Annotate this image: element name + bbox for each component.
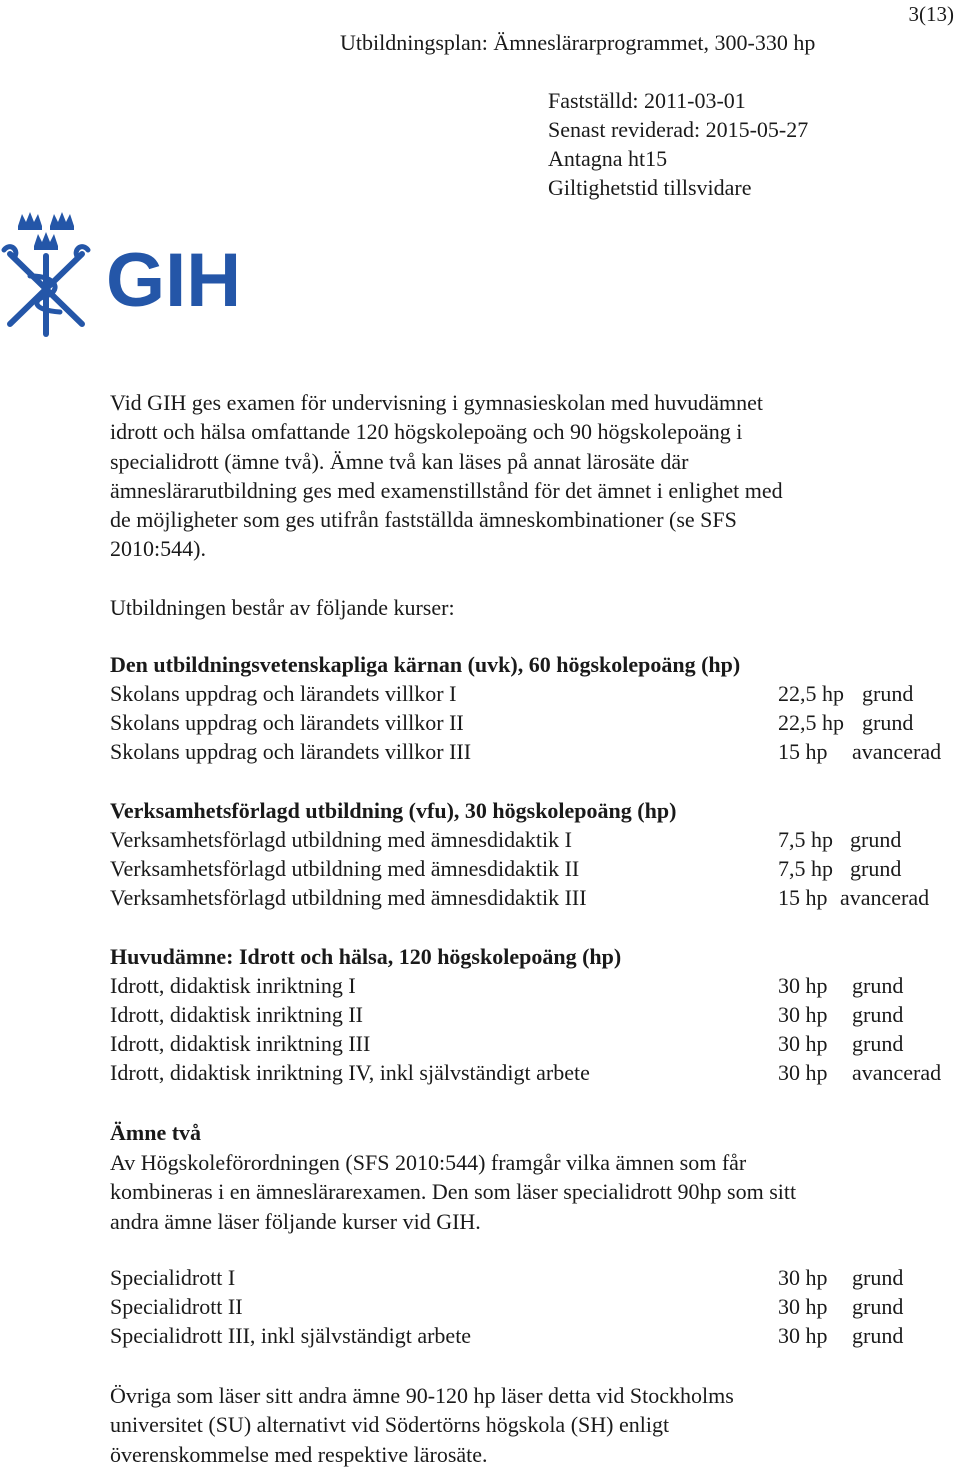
course-name: Idrott, didaktisk inriktning I — [110, 973, 356, 998]
gih-logo — [0, 206, 250, 338]
meta-revised: Senast reviderad: 2015-05-27 — [548, 117, 809, 142]
courses-intro: Utbildningen består av följande kurser: — [110, 595, 455, 620]
course-name: Idrott, didaktisk inriktning III — [110, 1031, 371, 1056]
amne-tva-line: andra ämne läser följande kurser vid GIH. — [110, 1208, 481, 1234]
course-name: Skolans uppdrag och lärandets villkor III — [110, 739, 472, 764]
course-credits: 30 hp — [778, 1060, 828, 1085]
course-level: grund — [862, 710, 914, 735]
course-credits: 15 hp — [778, 885, 828, 910]
intro-line: 2010:544). — [110, 536, 206, 562]
course-name: Specialidrott II — [110, 1294, 243, 1319]
course-credits: 30 hp — [778, 1294, 828, 1319]
page-number: 3(13) — [908, 2, 954, 26]
course-level: avancerad — [840, 885, 930, 910]
section-heading-vfu: Verksamhetsförlagd utbildning (vfu), 30 högskolepoäng (hp) — [110, 798, 677, 823]
course-level: grund — [850, 856, 902, 881]
document-title: Utbildningsplan: Ämneslärarprogrammet, 300-330 hp — [340, 30, 816, 55]
section-heading-uvk: Den utbildningsvetenskapliga kärnan (uvk), 60 högskolepoäng (hp) — [110, 652, 741, 677]
course-name: Skolans uppdrag och lärandets villkor I — [110, 681, 457, 706]
meta-validity: Giltighetstid tillsvidare — [548, 175, 752, 200]
section-heading-amne-tva: Ämne två — [110, 1120, 202, 1145]
course-credits: 30 hp — [778, 1265, 828, 1290]
course-credits: 30 hp — [778, 1031, 828, 1056]
meta-established: Fastställd: 2011-03-01 — [548, 88, 746, 113]
course-level: grund — [852, 1031, 904, 1056]
course-name: Idrott, didaktisk inriktning II — [110, 1002, 363, 1027]
intro-line: ämneslärarutbildning ges med examenstillstånd för det ämnet i enlighet med — [110, 477, 783, 503]
course-credits: 30 hp — [778, 1323, 828, 1348]
course-level: grund — [862, 681, 914, 706]
course-name: Skolans uppdrag och lärandets villkor II — [110, 710, 464, 735]
course-level: grund — [852, 973, 904, 998]
intro-line: de möjligheter som ges utifrån fastställda ämneskombinationer (se SFS — [110, 507, 737, 533]
course-name: Specialidrott III, inkl självständigt arbete — [110, 1323, 472, 1348]
course-name: Verksamhetsförlagd utbildning med ämnesdidaktik I — [110, 827, 572, 852]
closing-line: universitet (SU) alternativt vid Södertörns högskola (SH) enligt — [110, 1412, 670, 1438]
meta-admitted: Antagna ht15 — [548, 146, 668, 171]
course-credits: 7,5 hp — [778, 856, 833, 881]
course-name: Specialidrott I — [110, 1265, 236, 1290]
course-level: grund — [852, 1323, 904, 1348]
course-name: Verksamhetsförlagd utbildning med ämnesdidaktik III — [110, 885, 587, 910]
section-heading-huvudamne: Huvudämne: Idrott och hälsa, 120 högskolepoäng (hp) — [110, 944, 622, 969]
closing-line: Övriga som läser sitt andra ämne 90-120 hp läser detta vid Stockholms — [110, 1383, 734, 1408]
course-level: grund — [852, 1294, 904, 1319]
amne-tva-paragraph — [110, 1148, 796, 1236]
amne-tva-line: Av Högskoleförordningen (SFS 2010:544) framgår vilka ämnen som får — [110, 1150, 747, 1175]
logo-wordmark: GIH — [106, 238, 242, 323]
amne-tva-line: kombineras i en ämneslärarexamen. Den som läser specialidrott 90hp som sitt — [110, 1179, 797, 1205]
course-credits: 22,5 hp — [778, 710, 844, 735]
course-level: grund — [852, 1265, 904, 1290]
course-level: grund — [850, 827, 902, 852]
course-level: avancerad — [852, 1060, 942, 1085]
closing-paragraph — [110, 1381, 734, 1469]
course-level: grund — [852, 1002, 904, 1027]
intro-line: specialidrott (ämne två). Ämne två kan läses på annat lärosäte där — [110, 448, 689, 474]
intro-line: idrott och hälsa omfattande 120 högskolepoäng och 90 högskolepoäng i — [110, 419, 743, 445]
course-credits: 22,5 hp — [778, 681, 844, 706]
intro-line: Vid GIH ges examen för undervisning i gymnasieskolan med huvudämnet — [110, 390, 764, 415]
course-credits: 15 hp — [778, 739, 828, 764]
emblem-icon — [4, 247, 88, 334]
course-level: avancerad — [852, 739, 942, 764]
closing-line: överenskommelse med respektive lärosäte. — [110, 1441, 488, 1467]
course-name: Idrott, didaktisk inriktning IV, inkl självständigt arbete — [110, 1060, 590, 1085]
course-credits: 30 hp — [778, 1002, 828, 1027]
course-name: Verksamhetsförlagd utbildning med ämnesdidaktik II — [110, 856, 580, 881]
crowns-icon — [18, 212, 74, 250]
course-credits: 7,5 hp — [778, 827, 833, 852]
course-credits: 30 hp — [778, 973, 828, 998]
intro-paragraph — [110, 388, 783, 564]
